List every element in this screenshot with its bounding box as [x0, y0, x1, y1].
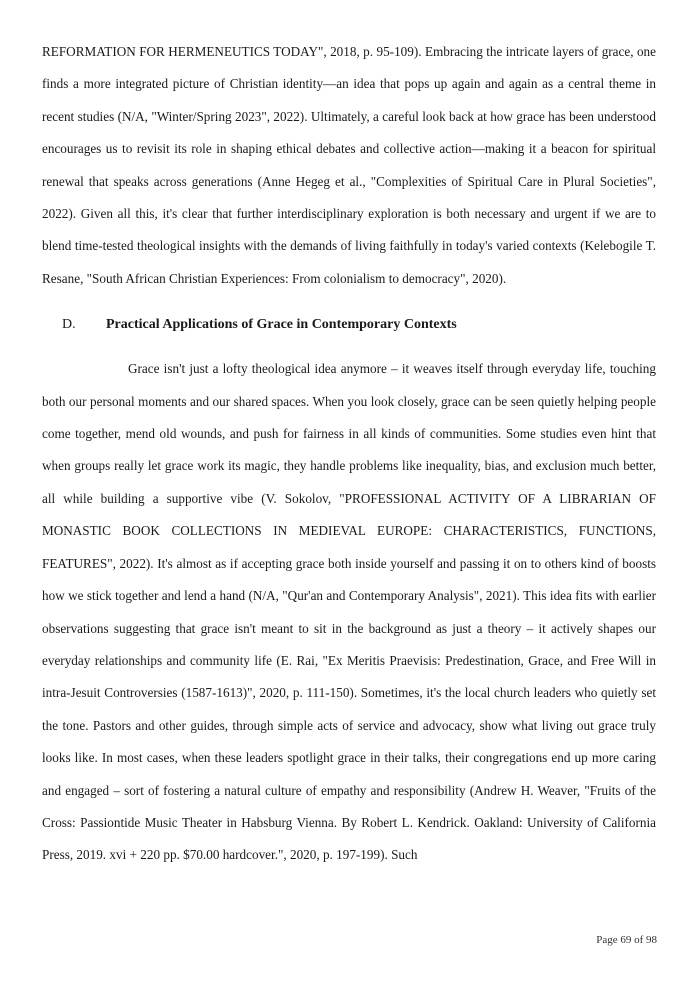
paragraph-body: Grace isn't just a lofty theological idea anymore – it weaves itself through everyday life, touching both our personal moments and our shared spaces. When you look closely, grace can be seen quietly helping people come together, mend old wounds, and push for fairness in all kinds of communities. Some studies even hint that when groups really let grace work its magic, they handle problems like inequality, bias, and exclusion much better, all while building a supportive vibe (V. Sokolov, "PROFESSIONAL ACTIVITY OF A LIBRARIAN OF MONASTIC BOOK COLLECTIONS IN MEDIEVAL EUROPE: CHARACTERISTICS, FUNCTIONS, FEATURES", 2022). It's almost as if accepting grace both inside yourself and passing it on to others kind of boosts how we stick together and lend a hand (N/A, "Qur'an and Contemporary Analysis", 2021). This idea fits with earlier observations suggesting that grace isn't meant to sit in the background as just a theory – it actively shapes our everyday relationships and community life (E. Rai, "Ex Meritis Praevisis: Predestination, Grace, and Free Will in intra-Jesuit Controversies (1587-1613)", 2020, p. 111-150). Sometimes, it's the local church leaders who quietly set the tone. Pastors and other guides, through simple acts of service and advocacy, show what living out grace truly looks like. In most cases, when these leaders spotlight grace in their talks, their congregations end up more caring and engaged – sort of fostering a natural culture of empathy and responsibility (Andrew H. Weaver, "Fruits of the Cross: Passiontide Music Theater in Habsburg Vienna. By Robert L. Kendrick. Oakland: University of California Press, 2019. xvi + 220 pp. $70.00 hardcover.", 2020, p. 197-199). Such	[42, 361, 656, 863]
paragraph-continuation: REFORMATION FOR HERMENEUTICS TODAY", 2018, p. 95-109). Embracing the intricate layers of grace, one finds a more integrated picture of Christian identity—an idea that pops up again and again as a central theme in recent studies (N/A, "Winter/Spring 2023", 2022). Ultimately, a careful look back at how grace has been understood encourages us to revisit its role in shaping ethical debates and collective action—making it a beacon for spiritual renewal that speaks across generations (Anne Hegeg et al., "Complexities of Spiritual Care in Plural Societies", 2022). Given all this, it's clear that further interdisciplinary exploration is both necessary and urgent if we are to blend time-tested theological insights with the demands of living faithfully in today's varied contexts (Kelebogile T. Resane, "South African Christian Experiences: From colonialism to democracy", 2020).	[42, 44, 656, 286]
section-heading	[42, 309, 656, 341]
document-page	[42, 36, 656, 872]
section-title: Practical Applications of Grace in Contemporary Contexts	[106, 317, 457, 333]
page-number: Page 69 of 98	[596, 934, 657, 946]
section-letter: D.	[62, 317, 76, 333]
